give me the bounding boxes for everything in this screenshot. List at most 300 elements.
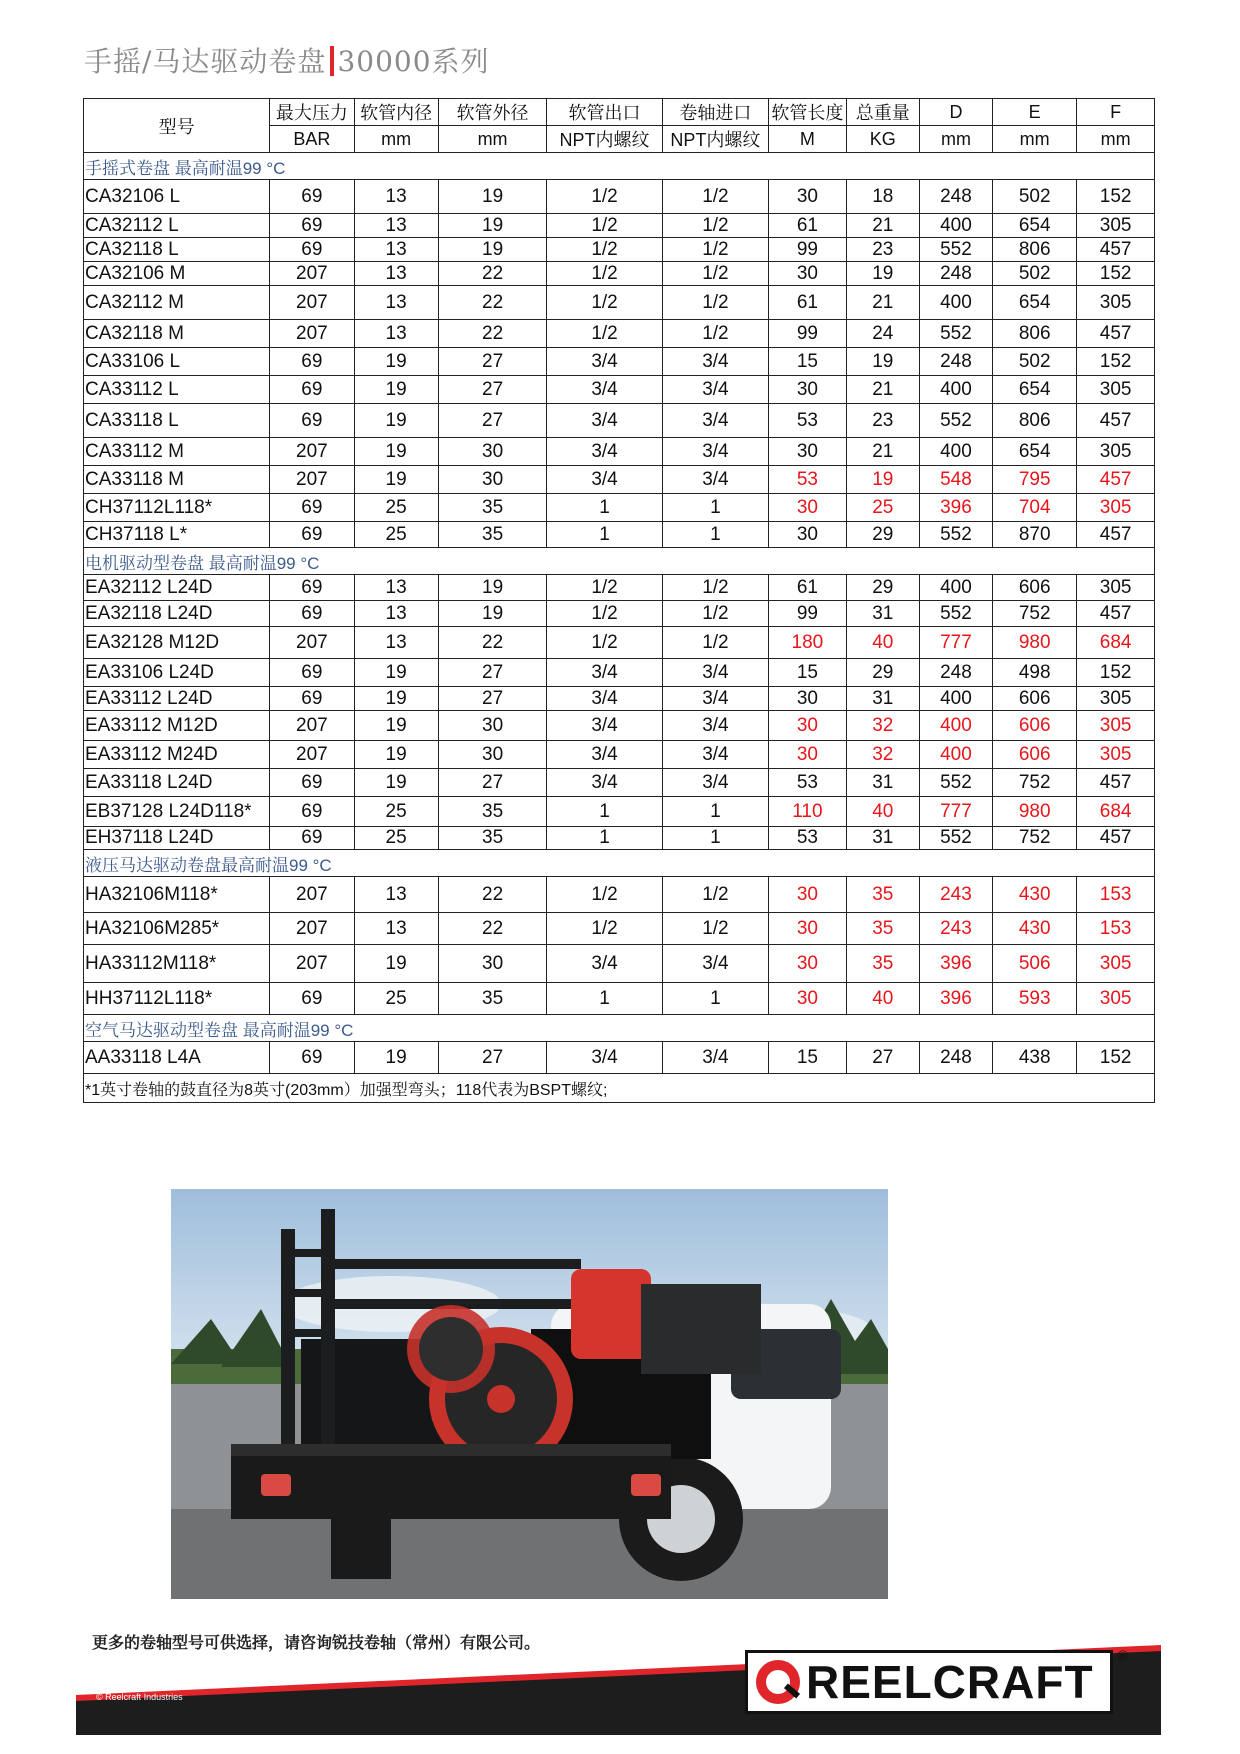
table-cell: 498	[993, 659, 1077, 687]
table-cell: 69	[270, 659, 354, 687]
table-cell: 30	[769, 522, 847, 548]
table-cell: 13	[354, 877, 438, 913]
table-cell: 19	[354, 438, 438, 466]
table-cell: 684	[1077, 797, 1155, 827]
table-cell: 152	[1077, 262, 1155, 286]
model-cell: CA32112 L	[84, 214, 270, 238]
table-cell: 396	[919, 494, 992, 522]
table-cell: 110	[769, 797, 847, 827]
page-title	[84, 40, 490, 80]
table-cell: 35	[438, 797, 547, 827]
table-cell: 21	[846, 214, 919, 238]
table-cell: 31	[846, 827, 919, 850]
title-series: 30000系列	[337, 45, 490, 78]
table-cell: 13	[354, 262, 438, 286]
table-cell: 248	[919, 1042, 992, 1074]
table-cell: 207	[270, 945, 354, 983]
model-cell: HA32106M285*	[84, 913, 270, 945]
truck-photo	[171, 1189, 888, 1599]
section-header-row	[84, 153, 1155, 180]
table-cell: 1	[547, 522, 662, 548]
unit-cell: KG	[846, 126, 919, 153]
table-cell: 153	[1077, 877, 1155, 913]
table-cell: 1/2	[547, 877, 662, 913]
table-cell: 19	[354, 404, 438, 438]
table-cell: 13	[354, 238, 438, 262]
table-cell: 30	[769, 262, 847, 286]
table-cell: 53	[769, 827, 847, 850]
table-cell: 752	[993, 827, 1077, 850]
table-cell: 248	[919, 180, 992, 214]
model-cell: HH37112L118*	[84, 983, 270, 1015]
table-cell: 1	[547, 983, 662, 1015]
table-row	[84, 741, 1155, 769]
table-cell: 29	[846, 575, 919, 601]
table-cell: 3/4	[662, 438, 768, 466]
table-cell: 980	[993, 797, 1077, 827]
logo-text: REELCRAFT	[806, 1656, 1094, 1708]
model-cell: CA32106 L	[84, 180, 270, 214]
table-cell: 305	[1077, 983, 1155, 1015]
table-cell: 30	[769, 711, 847, 741]
table-cell: 552	[919, 827, 992, 850]
table-cell: 35	[438, 494, 547, 522]
table-cell: 15	[769, 659, 847, 687]
table-cell: 806	[993, 320, 1077, 348]
table-cell: 654	[993, 286, 1077, 320]
table-cell: 552	[919, 320, 992, 348]
table-cell: 19	[438, 238, 547, 262]
table-cell: 19	[354, 687, 438, 711]
table-cell: 3/4	[547, 348, 662, 376]
table-cell: 400	[919, 711, 992, 741]
model-cell: EA32118 L24D	[84, 601, 270, 627]
table-cell: 30	[438, 711, 547, 741]
table-cell: 207	[270, 466, 354, 494]
table-cell: 152	[1077, 180, 1155, 214]
table-header	[84, 99, 1155, 153]
table-cell: 606	[993, 741, 1077, 769]
table-cell: 752	[993, 769, 1077, 797]
table-cell: 777	[919, 627, 992, 659]
table-cell: 30	[769, 913, 847, 945]
table-row	[84, 659, 1155, 687]
table-cell: 248	[919, 348, 992, 376]
table-cell: 3/4	[547, 1042, 662, 1074]
model-cell: HA33112M118*	[84, 945, 270, 983]
table-cell: 30	[769, 945, 847, 983]
table-cell: 3/4	[547, 438, 662, 466]
table-cell: 3/4	[662, 466, 768, 494]
spec-table	[83, 98, 1155, 1103]
table-cell: 40	[846, 627, 919, 659]
table-cell: 438	[993, 1042, 1077, 1074]
model-cell: CH37112L118*	[84, 494, 270, 522]
table-cell: 502	[993, 180, 1077, 214]
table-cell: 806	[993, 238, 1077, 262]
table-cell: 53	[769, 404, 847, 438]
model-cell: EA33118 L24D	[84, 769, 270, 797]
table-cell: 3/4	[547, 741, 662, 769]
section-title: 液压马达驱动卷盘最高耐温99 °C	[84, 850, 1155, 877]
table-cell: 19	[354, 376, 438, 404]
table-cell: 30	[438, 438, 547, 466]
model-cell: EA32128 M12D	[84, 627, 270, 659]
table-cell: 305	[1077, 741, 1155, 769]
table-cell: 99	[769, 320, 847, 348]
table-cell: 1/2	[662, 877, 768, 913]
section-title: 手摇式卷盘 最高耐温99 °C	[84, 153, 1155, 180]
table-cell: 153	[1077, 913, 1155, 945]
table-cell: 31	[846, 601, 919, 627]
model-cell: CH37118 L*	[84, 522, 270, 548]
table-cell: 69	[270, 601, 354, 627]
table-cell: 69	[270, 494, 354, 522]
table-cell: 1/2	[547, 286, 662, 320]
unit-cell: NPT内螺纹	[662, 126, 768, 153]
table-row	[84, 601, 1155, 627]
table-row	[84, 687, 1155, 711]
table-cell: 13	[354, 575, 438, 601]
table-cell: 457	[1077, 404, 1155, 438]
table-cell: 19	[354, 769, 438, 797]
table-row	[84, 1042, 1155, 1074]
table-cell: 248	[919, 262, 992, 286]
table-cell: 35	[846, 913, 919, 945]
table-cell: 400	[919, 741, 992, 769]
unit-cell: mm	[354, 126, 438, 153]
table-cell: 3/4	[547, 659, 662, 687]
table-cell: 25	[354, 494, 438, 522]
table-cell: 69	[270, 797, 354, 827]
unit-cell: NPT内螺纹	[547, 126, 662, 153]
table-cell: 27	[438, 1042, 547, 1074]
table-row	[84, 438, 1155, 466]
table-cell: 25	[354, 522, 438, 548]
header-cell: F	[1077, 99, 1155, 126]
table-row	[84, 262, 1155, 286]
table-cell: 1/2	[662, 180, 768, 214]
unit-cell: mm	[919, 126, 992, 153]
table-cell: 400	[919, 214, 992, 238]
table-cell: 305	[1077, 286, 1155, 320]
table-cell: 13	[354, 214, 438, 238]
table-cell: 1/2	[547, 627, 662, 659]
model-cell: EB37128 L24D118*	[84, 797, 270, 827]
table-row	[84, 348, 1155, 376]
table-cell: 30	[769, 983, 847, 1015]
table-cell: 30	[769, 376, 847, 404]
table-cell: 152	[1077, 659, 1155, 687]
table-cell: 3/4	[662, 1042, 768, 1074]
table-cell: 69	[270, 983, 354, 1015]
table-cell: 69	[270, 687, 354, 711]
table-cell: 3/4	[547, 404, 662, 438]
table-cell: 29	[846, 522, 919, 548]
table-cell: 684	[1077, 627, 1155, 659]
table-cell: 25	[354, 797, 438, 827]
footnote: *1英寸卷轴的鼓直径为8英寸(203mm）加强型弯头；118代表为BSPT螺纹;	[84, 1074, 1155, 1103]
table-cell: 430	[993, 877, 1077, 913]
table-cell: 3/4	[662, 404, 768, 438]
table-cell: 654	[993, 214, 1077, 238]
table-cell: 30	[438, 466, 547, 494]
table-cell: 19	[354, 348, 438, 376]
table-cell: 19	[354, 1042, 438, 1074]
table-cell: 305	[1077, 214, 1155, 238]
table-cell: 69	[270, 180, 354, 214]
table-cell: 3/4	[547, 711, 662, 741]
table-cell: 3/4	[662, 687, 768, 711]
table-cell: 1/2	[547, 180, 662, 214]
table-cell: 27	[438, 348, 547, 376]
table-cell: 243	[919, 877, 992, 913]
table-row	[84, 180, 1155, 214]
table-cell: 305	[1077, 438, 1155, 466]
table-cell: 61	[769, 286, 847, 320]
table-cell: 457	[1077, 522, 1155, 548]
table-cell: 61	[769, 575, 847, 601]
model-cell: EH37118 L24D	[84, 827, 270, 850]
table-cell: 552	[919, 601, 992, 627]
table-cell: 1/2	[662, 913, 768, 945]
table-cell: 457	[1077, 827, 1155, 850]
table-cell: 3/4	[547, 466, 662, 494]
table-cell: 1/2	[547, 320, 662, 348]
table-cell: 32	[846, 741, 919, 769]
table-cell: 207	[270, 286, 354, 320]
table-cell: 180	[769, 627, 847, 659]
table-cell: 207	[270, 711, 354, 741]
table-cell: 19	[846, 348, 919, 376]
table-cell: 19	[354, 466, 438, 494]
table-cell: 13	[354, 601, 438, 627]
table-cell: 305	[1077, 376, 1155, 404]
table-cell: 1/2	[662, 238, 768, 262]
model-cell: EA33112 M24D	[84, 741, 270, 769]
header-row-labels	[84, 99, 1155, 126]
table-cell: 21	[846, 286, 919, 320]
header-cell: 软管内径	[354, 99, 438, 126]
table-row	[84, 522, 1155, 548]
table-cell: 61	[769, 214, 847, 238]
table-cell: 19	[354, 741, 438, 769]
table-row	[84, 404, 1155, 438]
table-cell: 19	[438, 180, 547, 214]
table-cell: 69	[270, 575, 354, 601]
model-cell: CA32118 M	[84, 320, 270, 348]
table-cell: 400	[919, 687, 992, 711]
table-row	[84, 945, 1155, 983]
table-cell: 152	[1077, 348, 1155, 376]
table-cell: 69	[270, 376, 354, 404]
table-cell: 69	[270, 348, 354, 376]
table-cell: 27	[438, 404, 547, 438]
table-cell: 1/2	[547, 214, 662, 238]
table-cell: 305	[1077, 494, 1155, 522]
table-cell: 24	[846, 320, 919, 348]
table-cell: 13	[354, 627, 438, 659]
table-cell: 400	[919, 286, 992, 320]
table-cell: 305	[1077, 687, 1155, 711]
table-cell: 777	[919, 797, 992, 827]
unit-cell: mm	[993, 126, 1077, 153]
table-cell: 53	[769, 769, 847, 797]
table-cell: 1/2	[662, 262, 768, 286]
table-cell: 552	[919, 238, 992, 262]
table-cell: 3/4	[662, 659, 768, 687]
table-row	[84, 320, 1155, 348]
unit-cell: mm	[438, 126, 547, 153]
table-cell: 1/2	[662, 575, 768, 601]
table-cell: 69	[270, 1042, 354, 1074]
table-cell: 22	[438, 627, 547, 659]
table-cell: 30	[769, 687, 847, 711]
table-row	[84, 711, 1155, 741]
table-cell: 3/4	[662, 945, 768, 983]
header-cell: 总重量	[846, 99, 919, 126]
table-cell: 243	[919, 913, 992, 945]
table-cell: 99	[769, 601, 847, 627]
table-cell: 30	[769, 180, 847, 214]
table-cell: 23	[846, 404, 919, 438]
table-row	[84, 494, 1155, 522]
table-cell: 30	[769, 494, 847, 522]
table-cell: 400	[919, 438, 992, 466]
table-cell: 457	[1077, 769, 1155, 797]
table-cell: 23	[846, 238, 919, 262]
table-cell: 27	[438, 659, 547, 687]
table-cell: 1/2	[662, 627, 768, 659]
section-header-row	[84, 1015, 1155, 1042]
table-cell: 207	[270, 438, 354, 466]
table-cell: 502	[993, 348, 1077, 376]
table-cell: 1/2	[547, 601, 662, 627]
table-cell: 457	[1077, 601, 1155, 627]
table-cell: 22	[438, 913, 547, 945]
table-cell: 396	[919, 983, 992, 1015]
table-cell: 69	[270, 404, 354, 438]
table-cell: 704	[993, 494, 1077, 522]
copyright-text: © Reelcraft Industries	[96, 1692, 183, 1702]
header-model: 型号	[84, 99, 270, 153]
table-cell: 30	[438, 945, 547, 983]
header-cell: 软管长度	[769, 99, 847, 126]
table-cell: 752	[993, 601, 1077, 627]
table-row	[84, 827, 1155, 850]
table-cell: 152	[1077, 1042, 1155, 1074]
section-header-row	[84, 548, 1155, 575]
table-cell: 207	[270, 877, 354, 913]
table-cell: 13	[354, 320, 438, 348]
table-cell: 19	[438, 601, 547, 627]
model-cell: HA32106M118*	[84, 877, 270, 913]
table-cell: 13	[354, 180, 438, 214]
table-cell: 13	[354, 913, 438, 945]
table-cell: 870	[993, 522, 1077, 548]
table-cell: 32	[846, 711, 919, 741]
table-cell: 40	[846, 797, 919, 827]
header-cell: 软管外径	[438, 99, 547, 126]
model-cell: CA33112 L	[84, 376, 270, 404]
table-cell: 69	[270, 827, 354, 850]
table-row	[84, 286, 1155, 320]
table-cell: 207	[270, 262, 354, 286]
table-row	[84, 983, 1155, 1015]
table-cell: 29	[846, 659, 919, 687]
table-cell: 27	[846, 1042, 919, 1074]
contact-note: 更多的卷轴型号可供选择，请咨询锐技卷轴（常州）有限公司。	[92, 1633, 541, 1652]
table-cell: 3/4	[662, 741, 768, 769]
model-cell: EA33106 L24D	[84, 659, 270, 687]
table-cell: 1	[662, 797, 768, 827]
table-cell: 502	[993, 262, 1077, 286]
title-main: 手摇/马达驱动卷盘	[84, 45, 327, 78]
table-cell: 19	[354, 659, 438, 687]
table-cell: 305	[1077, 711, 1155, 741]
table-cell: 53	[769, 466, 847, 494]
table-cell: 1	[662, 827, 768, 850]
table-row	[84, 627, 1155, 659]
table-cell: 506	[993, 945, 1077, 983]
table-cell: 552	[919, 769, 992, 797]
table-cell: 207	[270, 913, 354, 945]
table-cell: 457	[1077, 466, 1155, 494]
table-cell: 25	[846, 494, 919, 522]
table-row	[84, 466, 1155, 494]
table-cell: 806	[993, 404, 1077, 438]
table-row	[84, 376, 1155, 404]
table-cell: 15	[769, 1042, 847, 1074]
unit-cell: M	[769, 126, 847, 153]
table-cell: 430	[993, 913, 1077, 945]
table-cell: 396	[919, 945, 992, 983]
table-cell: 606	[993, 687, 1077, 711]
table-cell: 19	[438, 575, 547, 601]
table-cell: 22	[438, 320, 547, 348]
table-cell: 606	[993, 575, 1077, 601]
table-row	[84, 877, 1155, 913]
table-row	[84, 575, 1155, 601]
table-cell: 18	[846, 180, 919, 214]
table-cell: 654	[993, 438, 1077, 466]
model-cell: CA33118 L	[84, 404, 270, 438]
table-cell: 3/4	[662, 711, 768, 741]
table-cell: 21	[846, 376, 919, 404]
table-cell: 3/4	[547, 687, 662, 711]
table-cell: 654	[993, 376, 1077, 404]
table-cell: 1	[547, 494, 662, 522]
table-cell: 207	[270, 741, 354, 769]
table-cell: 795	[993, 466, 1077, 494]
table-cell: 305	[1077, 945, 1155, 983]
table-cell: 1	[547, 797, 662, 827]
table-cell: 1/2	[662, 286, 768, 320]
table-cell: 31	[846, 769, 919, 797]
section-title: 空气马达驱动型卷盘 最高耐温99 °C	[84, 1015, 1155, 1042]
reelcraft-logo	[745, 1647, 1128, 1714]
table-cell: 19	[354, 711, 438, 741]
logo-mark-icon	[756, 1660, 800, 1704]
table-cell: 1/2	[547, 913, 662, 945]
model-cell: CA32112 M	[84, 286, 270, 320]
table-row	[84, 238, 1155, 262]
table-cell: 1	[547, 827, 662, 850]
registered-mark: ®	[1117, 1647, 1128, 1663]
table-cell: 1	[662, 494, 768, 522]
table-cell: 207	[270, 320, 354, 348]
table-cell: 3/4	[547, 945, 662, 983]
